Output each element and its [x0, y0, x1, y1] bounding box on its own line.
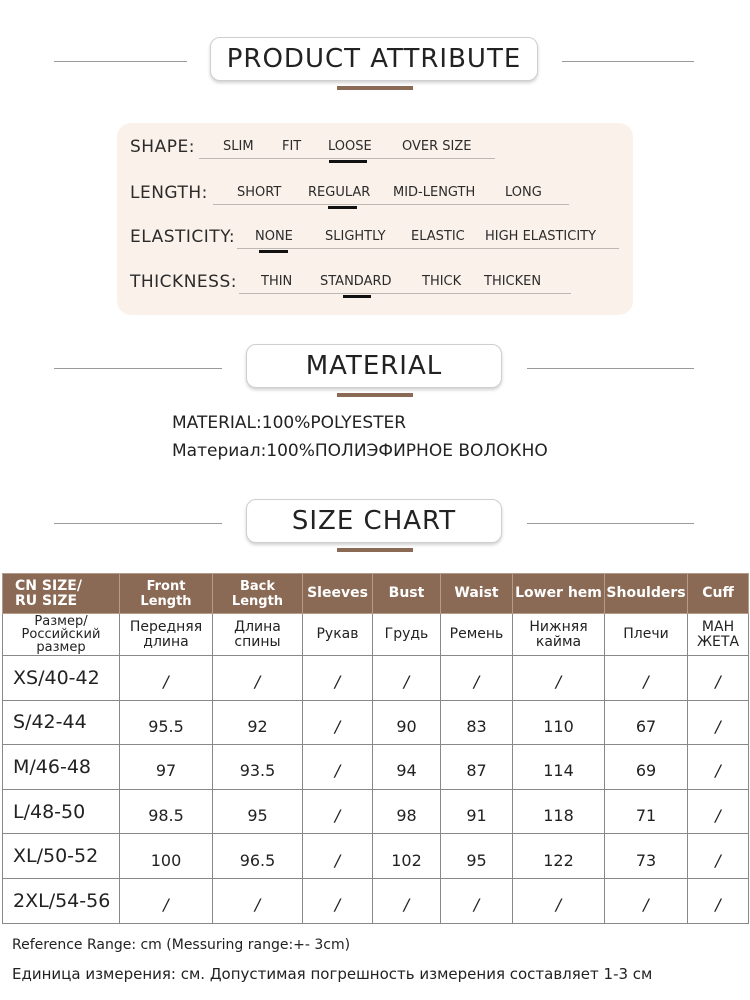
selected-marker	[329, 160, 367, 163]
measurement-cell: 110	[513, 700, 605, 745]
column-header-front-length: Front Length	[120, 574, 213, 614]
size-label: XS/40-42	[3, 656, 120, 701]
measurement-cell: 94	[373, 745, 441, 790]
option-slightly: SLIGHTLY	[325, 229, 386, 244]
column-header-lower-hem: Lower hem	[513, 574, 605, 614]
material-russian: Материал:100%ПОЛИЭФИРНОЕ ВОЛОКНО	[172, 441, 548, 461]
ru-header-shoulders: Плечи	[605, 614, 688, 656]
size-label: L/48-50	[3, 789, 120, 834]
measurement-cell: 96.5	[213, 834, 303, 879]
option-fit: FIT	[282, 139, 302, 154]
attribute-row-shape	[117, 123, 633, 163]
attribute-row-elasticity	[117, 213, 633, 253]
material-english: MATERIAL:100%POLYESTER	[172, 413, 407, 433]
table-row	[3, 745, 749, 790]
measurement-cell: 87	[441, 745, 513, 790]
section-title: SIZE CHART	[246, 499, 502, 543]
option-slim: SLIM	[223, 139, 254, 154]
measurement-cell: 90	[373, 700, 441, 745]
measurement-cell: 102	[373, 834, 441, 879]
section-title: PRODUCT ATTRIBUTE	[210, 37, 538, 81]
measurement-cell: /	[605, 878, 688, 923]
measurement-cell: /	[120, 656, 213, 701]
table-row	[3, 878, 749, 923]
measurement-cell: /	[303, 700, 373, 745]
measurement-cell: /	[373, 878, 441, 923]
option-thicken: THICKEN	[484, 274, 542, 289]
measurement-cell: /	[303, 789, 373, 834]
column-header-cuff: Cuff	[688, 574, 749, 614]
measurement-cell: /	[605, 656, 688, 701]
column-header-back-length: Back Length	[213, 574, 303, 614]
title-underline	[337, 86, 413, 90]
measurement-cell: 93.5	[213, 745, 303, 790]
option-elastic: ELASTIC	[411, 229, 465, 244]
header-row-english	[3, 574, 749, 614]
attribute-row-thickness	[117, 258, 633, 298]
measurement-cell: /	[688, 700, 749, 745]
attribute-panel	[117, 123, 633, 315]
material-header	[0, 344, 750, 394]
size-label: 2XL/54-56	[3, 878, 120, 923]
table-row	[3, 789, 749, 834]
measurement-cell: 100	[120, 834, 213, 879]
measurement-cell: 92	[213, 700, 303, 745]
size-chart-header	[0, 499, 750, 549]
reference-range-english: Reference Range: cm (Messuring range:+- 3cm)	[12, 937, 351, 953]
measurement-cell: 83	[441, 700, 513, 745]
title-underline	[337, 548, 413, 552]
table-row	[3, 700, 749, 745]
ru-header-size: Размер/ Российский размер	[3, 614, 120, 656]
measurement-cell: 114	[513, 745, 605, 790]
size-label: S/42-44	[3, 700, 120, 745]
option-standard: STANDARD	[320, 274, 392, 289]
ru-header-back-length: Длина спины	[213, 614, 303, 656]
attribute-label: LENGTH:	[130, 183, 208, 203]
selected-marker	[343, 295, 371, 298]
measurement-cell: 98.5	[120, 789, 213, 834]
attribute-rule	[213, 204, 569, 205]
column-header-size: CN SIZE/ RU SIZE	[3, 574, 120, 614]
measurement-cell: /	[373, 656, 441, 701]
reference-range-russian: Единица измерения: см. Допустимая погрешность измерения составляет 1-3 см	[12, 965, 653, 983]
column-header-bust: Bust	[373, 574, 441, 614]
table-row	[3, 656, 749, 701]
measurement-cell: 95	[441, 834, 513, 879]
ru-header-sleeves: Рукав	[303, 614, 373, 656]
measurement-cell: /	[303, 878, 373, 923]
measurement-cell: /	[120, 878, 213, 923]
measurement-cell: 95.5	[120, 700, 213, 745]
measurement-cell: /	[213, 656, 303, 701]
measurement-cell: 71	[605, 789, 688, 834]
selected-marker	[259, 250, 288, 253]
measurement-cell: 67	[605, 700, 688, 745]
table-row	[3, 834, 749, 879]
measurement-cell: /	[303, 834, 373, 879]
option-loose: LOOSE	[328, 139, 372, 154]
header-row-russian	[3, 614, 749, 656]
option-mid-length: MID-LENGTH	[393, 185, 476, 200]
ru-header-bust: Грудь	[373, 614, 441, 656]
selected-marker	[328, 206, 357, 209]
measurement-cell: 73	[605, 834, 688, 879]
measurement-cell: /	[688, 745, 749, 790]
measurement-cell: 98	[373, 789, 441, 834]
title-underline	[337, 393, 413, 397]
measurement-cell: /	[441, 878, 513, 923]
size-table	[2, 573, 749, 924]
attribute-label: SHAPE:	[130, 137, 195, 157]
ru-header-lower-hem: Нижняя кайма	[513, 614, 605, 656]
measurement-cell: /	[688, 656, 749, 701]
attribute-rule	[199, 158, 495, 159]
option-regular: REGULAR	[308, 185, 371, 200]
measurement-cell: 118	[513, 789, 605, 834]
option-long: LONG	[505, 185, 542, 200]
divider-left	[54, 61, 187, 62]
option-over-size: OVER SIZE	[402, 139, 472, 154]
column-header-shoulders: Shoulders	[605, 574, 688, 614]
measurement-cell: /	[213, 878, 303, 923]
divider-left	[54, 368, 222, 369]
measurement-cell: /	[303, 656, 373, 701]
column-header-sleeves: Sleeves	[303, 574, 373, 614]
divider-right	[562, 61, 694, 62]
product-attribute-header	[0, 37, 750, 87]
measurement-cell: 95	[213, 789, 303, 834]
measurement-cell: /	[513, 878, 605, 923]
option-high-elasticity: HIGH ELASTICITY	[485, 229, 597, 244]
measurement-cell: /	[441, 656, 513, 701]
ru-header-front-length: Передняя длина	[120, 614, 213, 656]
attribute-label: ELASTICITY:	[130, 227, 236, 247]
attribute-label: THICKNESS:	[130, 272, 237, 292]
measurement-cell: 91	[441, 789, 513, 834]
option-thin: THIN	[261, 274, 293, 289]
measurement-cell: /	[688, 878, 749, 923]
measurement-cell: 97	[120, 745, 213, 790]
divider-right	[527, 368, 694, 369]
measurement-cell: /	[688, 789, 749, 834]
divider-left	[54, 523, 222, 524]
size-label: XL/50-52	[3, 834, 120, 879]
measurement-cell: /	[688, 834, 749, 879]
attribute-rule	[237, 248, 619, 249]
section-title: MATERIAL	[246, 344, 502, 388]
measurement-cell: /	[303, 745, 373, 790]
option-none: NONE	[255, 229, 293, 244]
measurement-cell: /	[513, 656, 605, 701]
option-thick: THICK	[422, 274, 462, 289]
column-header-waist: Waist	[441, 574, 513, 614]
attribute-rule	[239, 293, 571, 294]
measurement-cell: 69	[605, 745, 688, 790]
ru-header-waist: Ремень	[441, 614, 513, 656]
measurement-cell: 122	[513, 834, 605, 879]
size-label: M/46-48	[3, 745, 120, 790]
option-short: SHORT	[237, 185, 282, 200]
divider-right	[527, 523, 694, 524]
ru-header-cuff: МАН ЖЕТА	[688, 614, 749, 656]
attribute-row-length	[117, 169, 633, 209]
